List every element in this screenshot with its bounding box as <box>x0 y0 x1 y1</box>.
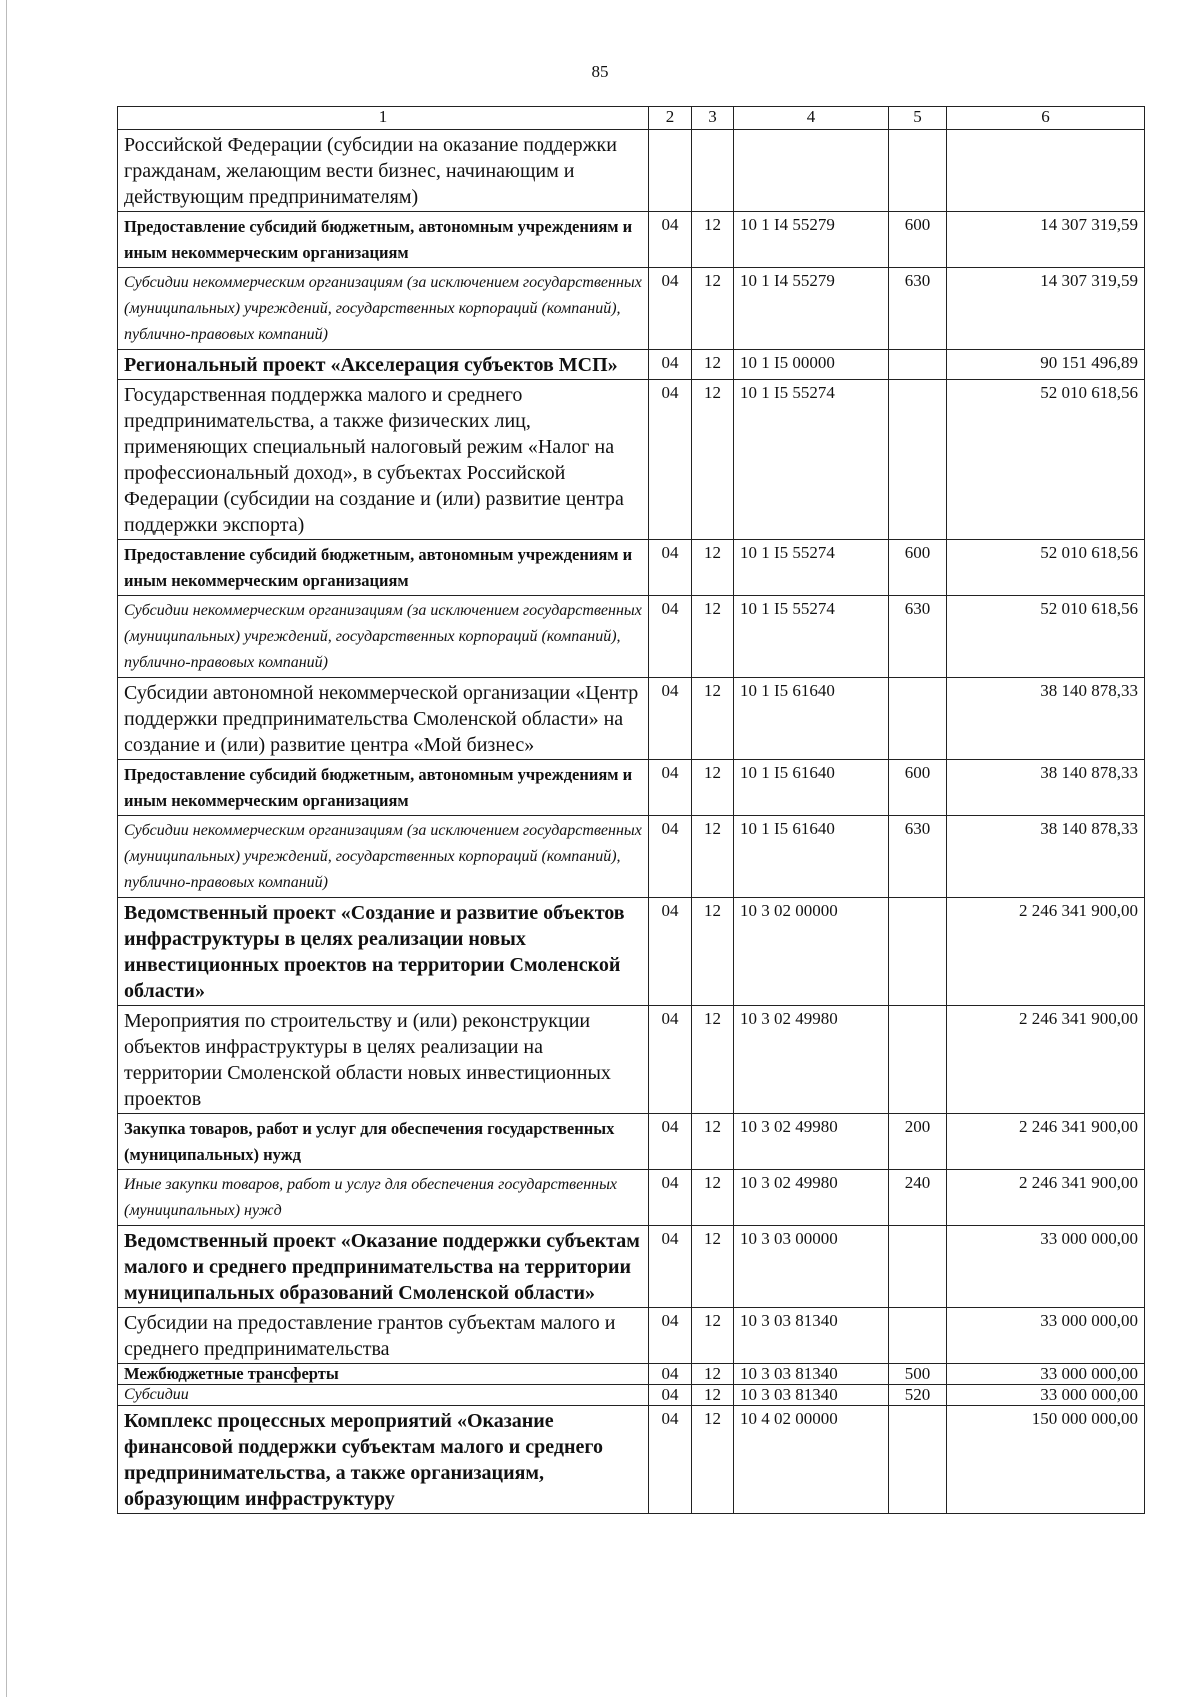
subsection-code-cell: 12 <box>692 1406 734 1514</box>
table-row <box>118 212 1145 268</box>
expense-type-cell: 630 <box>889 816 947 898</box>
row-name-cell: Предоставление субсидий бюджетным, автономным учреждениям и иным некоммерческим организациям <box>118 540 649 596</box>
section-code-cell: 04 <box>649 1406 692 1514</box>
column-number: 4 <box>734 107 889 130</box>
amount-cell: 14 307 319,59 <box>947 212 1145 268</box>
expense-type-cell: 630 <box>889 596 947 678</box>
table-row <box>118 350 1145 380</box>
section-code-cell: 04 <box>649 1308 692 1364</box>
row-name-cell: Субсидии некоммерческим организациям (за исключением государственных (муниципальных) учреждений, государственных корпораций (компаний), публично-правовых компаний) <box>118 816 649 898</box>
expense-type-cell <box>889 380 947 540</box>
subsection-code-cell: 12 <box>692 678 734 760</box>
expense-type-cell: 520 <box>889 1385 947 1406</box>
scan-margin-line <box>6 0 7 1697</box>
amount-cell: 90 151 496,89 <box>947 350 1145 380</box>
table-row <box>118 1226 1145 1308</box>
amount-cell: 2 246 341 900,00 <box>947 898 1145 1006</box>
amount-cell: 2 246 341 900,00 <box>947 1170 1145 1226</box>
row-name-cell: Комплекс процессных мероприятий «Оказание финансовой поддержки субъектам малого и среднего предпринимательства, а также организациям, образующим инфраструктуру <box>118 1406 649 1514</box>
table-row <box>118 1406 1145 1514</box>
amount-cell: 14 307 319,59 <box>947 268 1145 350</box>
row-name-cell: Ведомственный проект «Оказание поддержки субъектам малого и среднего предпринимательства на территории муниципальных образований Смоленской области» <box>118 1226 649 1308</box>
table-row <box>118 1006 1145 1114</box>
subsection-code-cell: 12 <box>692 1006 734 1114</box>
table-row <box>118 540 1145 596</box>
section-code-cell: 04 <box>649 1226 692 1308</box>
table-row <box>118 596 1145 678</box>
subsection-code-cell: 12 <box>692 898 734 1006</box>
amount-cell: 33 000 000,00 <box>947 1385 1145 1406</box>
subsection-code-cell: 12 <box>692 1308 734 1364</box>
expense-type-cell: 600 <box>889 540 947 596</box>
table-row <box>118 1170 1145 1226</box>
subsection-code-cell: 12 <box>692 596 734 678</box>
amount-cell: 52 010 618,56 <box>947 380 1145 540</box>
row-name-cell: Субсидии на предоставление грантов субъектам малого и среднего предпринимательства <box>118 1308 649 1364</box>
target-article-cell: 10 1 I4 55279 <box>734 268 889 350</box>
expense-type-cell: 500 <box>889 1364 947 1385</box>
target-article-cell: 10 3 02 49980 <box>734 1170 889 1226</box>
section-code-cell: 04 <box>649 596 692 678</box>
section-code-cell <box>649 130 692 212</box>
row-name-cell: Ведомственный проект «Создание и развитие объектов инфраструктуры в целях реализации новых инвестиционных проектов на территории Смоленской области» <box>118 898 649 1006</box>
target-article-cell: 10 1 I5 61640 <box>734 816 889 898</box>
subsection-code-cell: 12 <box>692 350 734 380</box>
target-article-cell: 10 1 I5 61640 <box>734 760 889 816</box>
subsection-code-cell: 12 <box>692 1364 734 1385</box>
amount-cell: 52 010 618,56 <box>947 596 1145 678</box>
section-code-cell: 04 <box>649 1006 692 1114</box>
amount-cell: 52 010 618,56 <box>947 540 1145 596</box>
column-number: 6 <box>947 107 1145 130</box>
row-name-cell: Региональный проект «Акселерация субъектов МСП» <box>118 350 649 380</box>
subsection-code-cell: 12 <box>692 1385 734 1406</box>
expense-type-cell <box>889 1226 947 1308</box>
target-article-cell: 10 1 I5 61640 <box>734 678 889 760</box>
subsection-code-cell: 12 <box>692 380 734 540</box>
section-code-cell: 04 <box>649 898 692 1006</box>
row-name-cell: Субсидии некоммерческим организациям (за исключением государственных (муниципальных) учреждений, государственных корпораций (компаний), публично-правовых компаний) <box>118 268 649 350</box>
target-article-cell: 10 1 I4 55279 <box>734 212 889 268</box>
page-number: 85 <box>591 62 609 81</box>
target-article-cell: 10 1 I5 55274 <box>734 540 889 596</box>
expense-type-cell <box>889 1308 947 1364</box>
row-name-cell: Государственная поддержка малого и среднего предпринимательства, а также физических лиц, применяющих специальный налоговый режим «Налог на профессиональный доход», в субъектах Российской Федерации (субсидии на создание и (или) развитие центра поддержки экспорта) <box>118 380 649 540</box>
amount-cell: 2 246 341 900,00 <box>947 1006 1145 1114</box>
subsection-code-cell: 12 <box>692 760 734 816</box>
target-article-cell: 10 4 02 00000 <box>734 1406 889 1514</box>
amount-cell: 33 000 000,00 <box>947 1364 1145 1385</box>
column-number: 5 <box>889 107 947 130</box>
section-code-cell: 04 <box>649 350 692 380</box>
expense-type-cell: 240 <box>889 1170 947 1226</box>
section-code-cell: 04 <box>649 268 692 350</box>
section-code-cell: 04 <box>649 380 692 540</box>
expense-type-cell: 200 <box>889 1114 947 1170</box>
expense-type-cell <box>889 678 947 760</box>
amount-cell: 33 000 000,00 <box>947 1308 1145 1364</box>
subsection-code-cell: 12 <box>692 268 734 350</box>
amount-cell: 150 000 000,00 <box>947 1406 1145 1514</box>
section-code-cell: 04 <box>649 1114 692 1170</box>
column-number: 3 <box>692 107 734 130</box>
expense-type-cell <box>889 350 947 380</box>
target-article-cell: 10 1 I5 55274 <box>734 596 889 678</box>
expense-type-cell: 600 <box>889 760 947 816</box>
subsection-code-cell: 12 <box>692 212 734 268</box>
table-row <box>118 816 1145 898</box>
amount-cell <box>947 130 1145 212</box>
amount-cell: 2 246 341 900,00 <box>947 1114 1145 1170</box>
column-number: 1 <box>118 107 649 130</box>
column-number-row <box>118 107 1145 130</box>
section-code-cell: 04 <box>649 816 692 898</box>
table-row <box>118 1385 1145 1406</box>
row-name-cell: Предоставление субсидий бюджетным, автономным учреждениям и иным некоммерческим организациям <box>118 760 649 816</box>
subsection-code-cell: 12 <box>692 1114 734 1170</box>
expense-type-cell <box>889 1006 947 1114</box>
table-row <box>118 130 1145 212</box>
target-article-cell: 10 3 02 00000 <box>734 898 889 1006</box>
table-body <box>118 130 1145 1514</box>
table-row <box>118 268 1145 350</box>
table-row <box>118 1308 1145 1364</box>
row-name-cell: Субсидии <box>118 1385 649 1406</box>
section-code-cell: 04 <box>649 212 692 268</box>
table-row <box>118 678 1145 760</box>
subsection-code-cell: 12 <box>692 1226 734 1308</box>
table-row <box>118 380 1145 540</box>
subsection-code-cell: 12 <box>692 816 734 898</box>
expense-type-cell <box>889 898 947 1006</box>
table-row <box>118 1364 1145 1385</box>
target-article-cell: 10 3 03 81340 <box>734 1308 889 1364</box>
subsection-code-cell: 12 <box>692 540 734 596</box>
row-name-cell: Субсидии некоммерческим организациям (за исключением государственных (муниципальных) учреждений, государственных корпораций (компаний), публично-правовых компаний) <box>118 596 649 678</box>
row-name-cell: Мероприятия по строительству и (или) реконструкции объектов инфраструктуры в целях реализации на территории Смоленской области новых инвестиционных проектов <box>118 1006 649 1114</box>
target-article-cell: 10 3 02 49980 <box>734 1114 889 1170</box>
expense-type-cell: 630 <box>889 268 947 350</box>
budget-table <box>117 106 1145 1514</box>
section-code-cell: 04 <box>649 760 692 816</box>
expense-type-cell <box>889 130 947 212</box>
target-article-cell: 10 3 02 49980 <box>734 1006 889 1114</box>
section-code-cell: 04 <box>649 540 692 596</box>
target-article-cell: 10 1 I5 55274 <box>734 380 889 540</box>
table-row <box>118 1114 1145 1170</box>
row-name-cell: Субсидии автономной некоммерческой организации «Центр поддержки предпринимательства Смоленской области» на создание и (или) развитие центра «Мой бизнес» <box>118 678 649 760</box>
expense-type-cell <box>889 1406 947 1514</box>
section-code-cell: 04 <box>649 1364 692 1385</box>
target-article-cell: 10 3 03 81340 <box>734 1364 889 1385</box>
row-name-cell: Иные закупки товаров, работ и услуг для обеспечения государственных (муниципальных) нужд <box>118 1170 649 1226</box>
target-article-cell <box>734 130 889 212</box>
target-article-cell: 10 3 03 81340 <box>734 1385 889 1406</box>
section-code-cell: 04 <box>649 1385 692 1406</box>
amount-cell: 38 140 878,33 <box>947 816 1145 898</box>
target-article-cell: 10 1 I5 00000 <box>734 350 889 380</box>
table-row <box>118 898 1145 1006</box>
amount-cell: 33 000 000,00 <box>947 1226 1145 1308</box>
amount-cell: 38 140 878,33 <box>947 760 1145 816</box>
expense-type-cell: 600 <box>889 212 947 268</box>
row-name-cell: Российской Федерации (субсидии на оказание поддержки гражданам, желающим вести бизнес, начинающим и действующим предпринимателям) <box>118 130 649 212</box>
column-number: 2 <box>649 107 692 130</box>
subsection-code-cell: 12 <box>692 1170 734 1226</box>
section-code-cell: 04 <box>649 678 692 760</box>
subsection-code-cell <box>692 130 734 212</box>
section-code-cell: 04 <box>649 1170 692 1226</box>
row-name-cell: Межбюджетные трансферты <box>118 1364 649 1385</box>
table-row <box>118 760 1145 816</box>
row-name-cell: Закупка товаров, работ и услуг для обеспечения государственных (муниципальных) нужд <box>118 1114 649 1170</box>
target-article-cell: 10 3 03 00000 <box>734 1226 889 1308</box>
row-name-cell: Предоставление субсидий бюджетным, автономным учреждениям и иным некоммерческим организациям <box>118 212 649 268</box>
amount-cell: 38 140 878,33 <box>947 678 1145 760</box>
